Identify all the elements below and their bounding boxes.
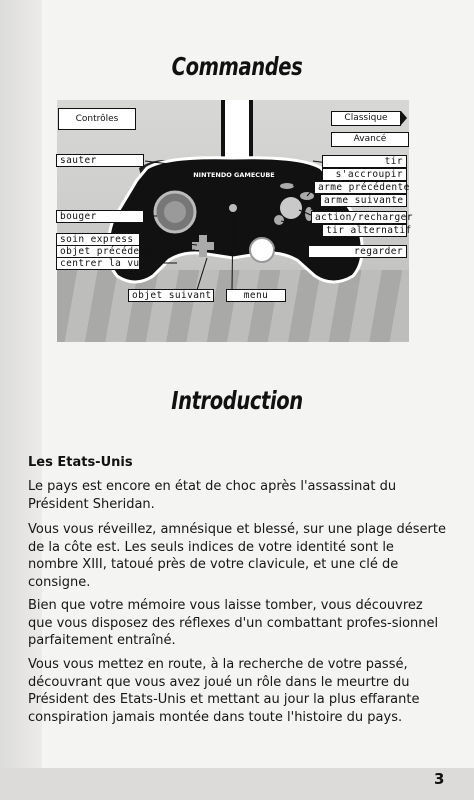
b-button [274, 215, 284, 225]
label-fire: tir [322, 155, 407, 168]
paragraph-2: Vous vous réveillez, amnésique et blessé, sur une plage déserte de la côte est. Les seuls indices de votre identité sont le nombre XIII, tatoué près de votre clavicule, et une clé de consigne. [28, 522, 446, 590]
paragraph-4: Vous vous mettez en route, à la recherche de votre passé, découvrant que vous avez joué un rôle dans le meurtre du Président des Etats-Unis et mettant au jour la plus effarante conspiration jamais montée dans toute l'histoire du pays. [28, 657, 420, 725]
brand-text: NINTENDO GAMECUBE [193, 171, 275, 179]
config-arrow-icon [401, 111, 407, 125]
label-prev-weapon: arme précédente [314, 181, 407, 194]
label-move: bouger [56, 210, 144, 223]
config-alternate-label: Avancé [353, 134, 387, 144]
paragraph-1: Le pays est encore en état de choc après l'assassinat du Président Sheridan. [28, 479, 397, 512]
controls-box-label: Contrôles [75, 114, 119, 124]
label-menu: menu [226, 289, 286, 302]
config-selected[interactable] [331, 111, 401, 126]
z-button [280, 183, 294, 189]
paragraph-3: Bien que votre mémoire vous laisse tomber, vous découvrez que vous disposez des réflexes d'un combattant profes-sionnel parfaitement entraîné. [28, 598, 439, 648]
label-action: action/recharger [311, 211, 407, 224]
label-next-weapon: arme suivante [320, 194, 407, 207]
label-alt-fire: tir alternatif [322, 224, 407, 237]
section-heading: Introduction [171, 386, 303, 415]
c-stick [250, 238, 274, 262]
label-heal: soin express [56, 233, 140, 246]
dpad-vertical [199, 235, 207, 257]
label-jump: sauter [56, 154, 144, 167]
page-number: 3 [434, 770, 445, 788]
label-crouch: s'accroupir [322, 168, 407, 181]
config-selected-label: Classique [344, 113, 388, 123]
label-look: regarder [308, 245, 407, 258]
config-alternate[interactable] [331, 132, 409, 147]
a-button [280, 197, 302, 219]
start-button [229, 204, 237, 212]
page-title: Commandes [171, 52, 303, 81]
subheading: Les Etats-Unis [28, 455, 133, 470]
controls-box [58, 108, 136, 130]
page-footer-band [0, 768, 474, 800]
label-next-item: objet suivant [128, 289, 214, 302]
label-prev-item: objet précédent [56, 245, 140, 258]
label-center-view: centrer la vue [56, 257, 140, 270]
